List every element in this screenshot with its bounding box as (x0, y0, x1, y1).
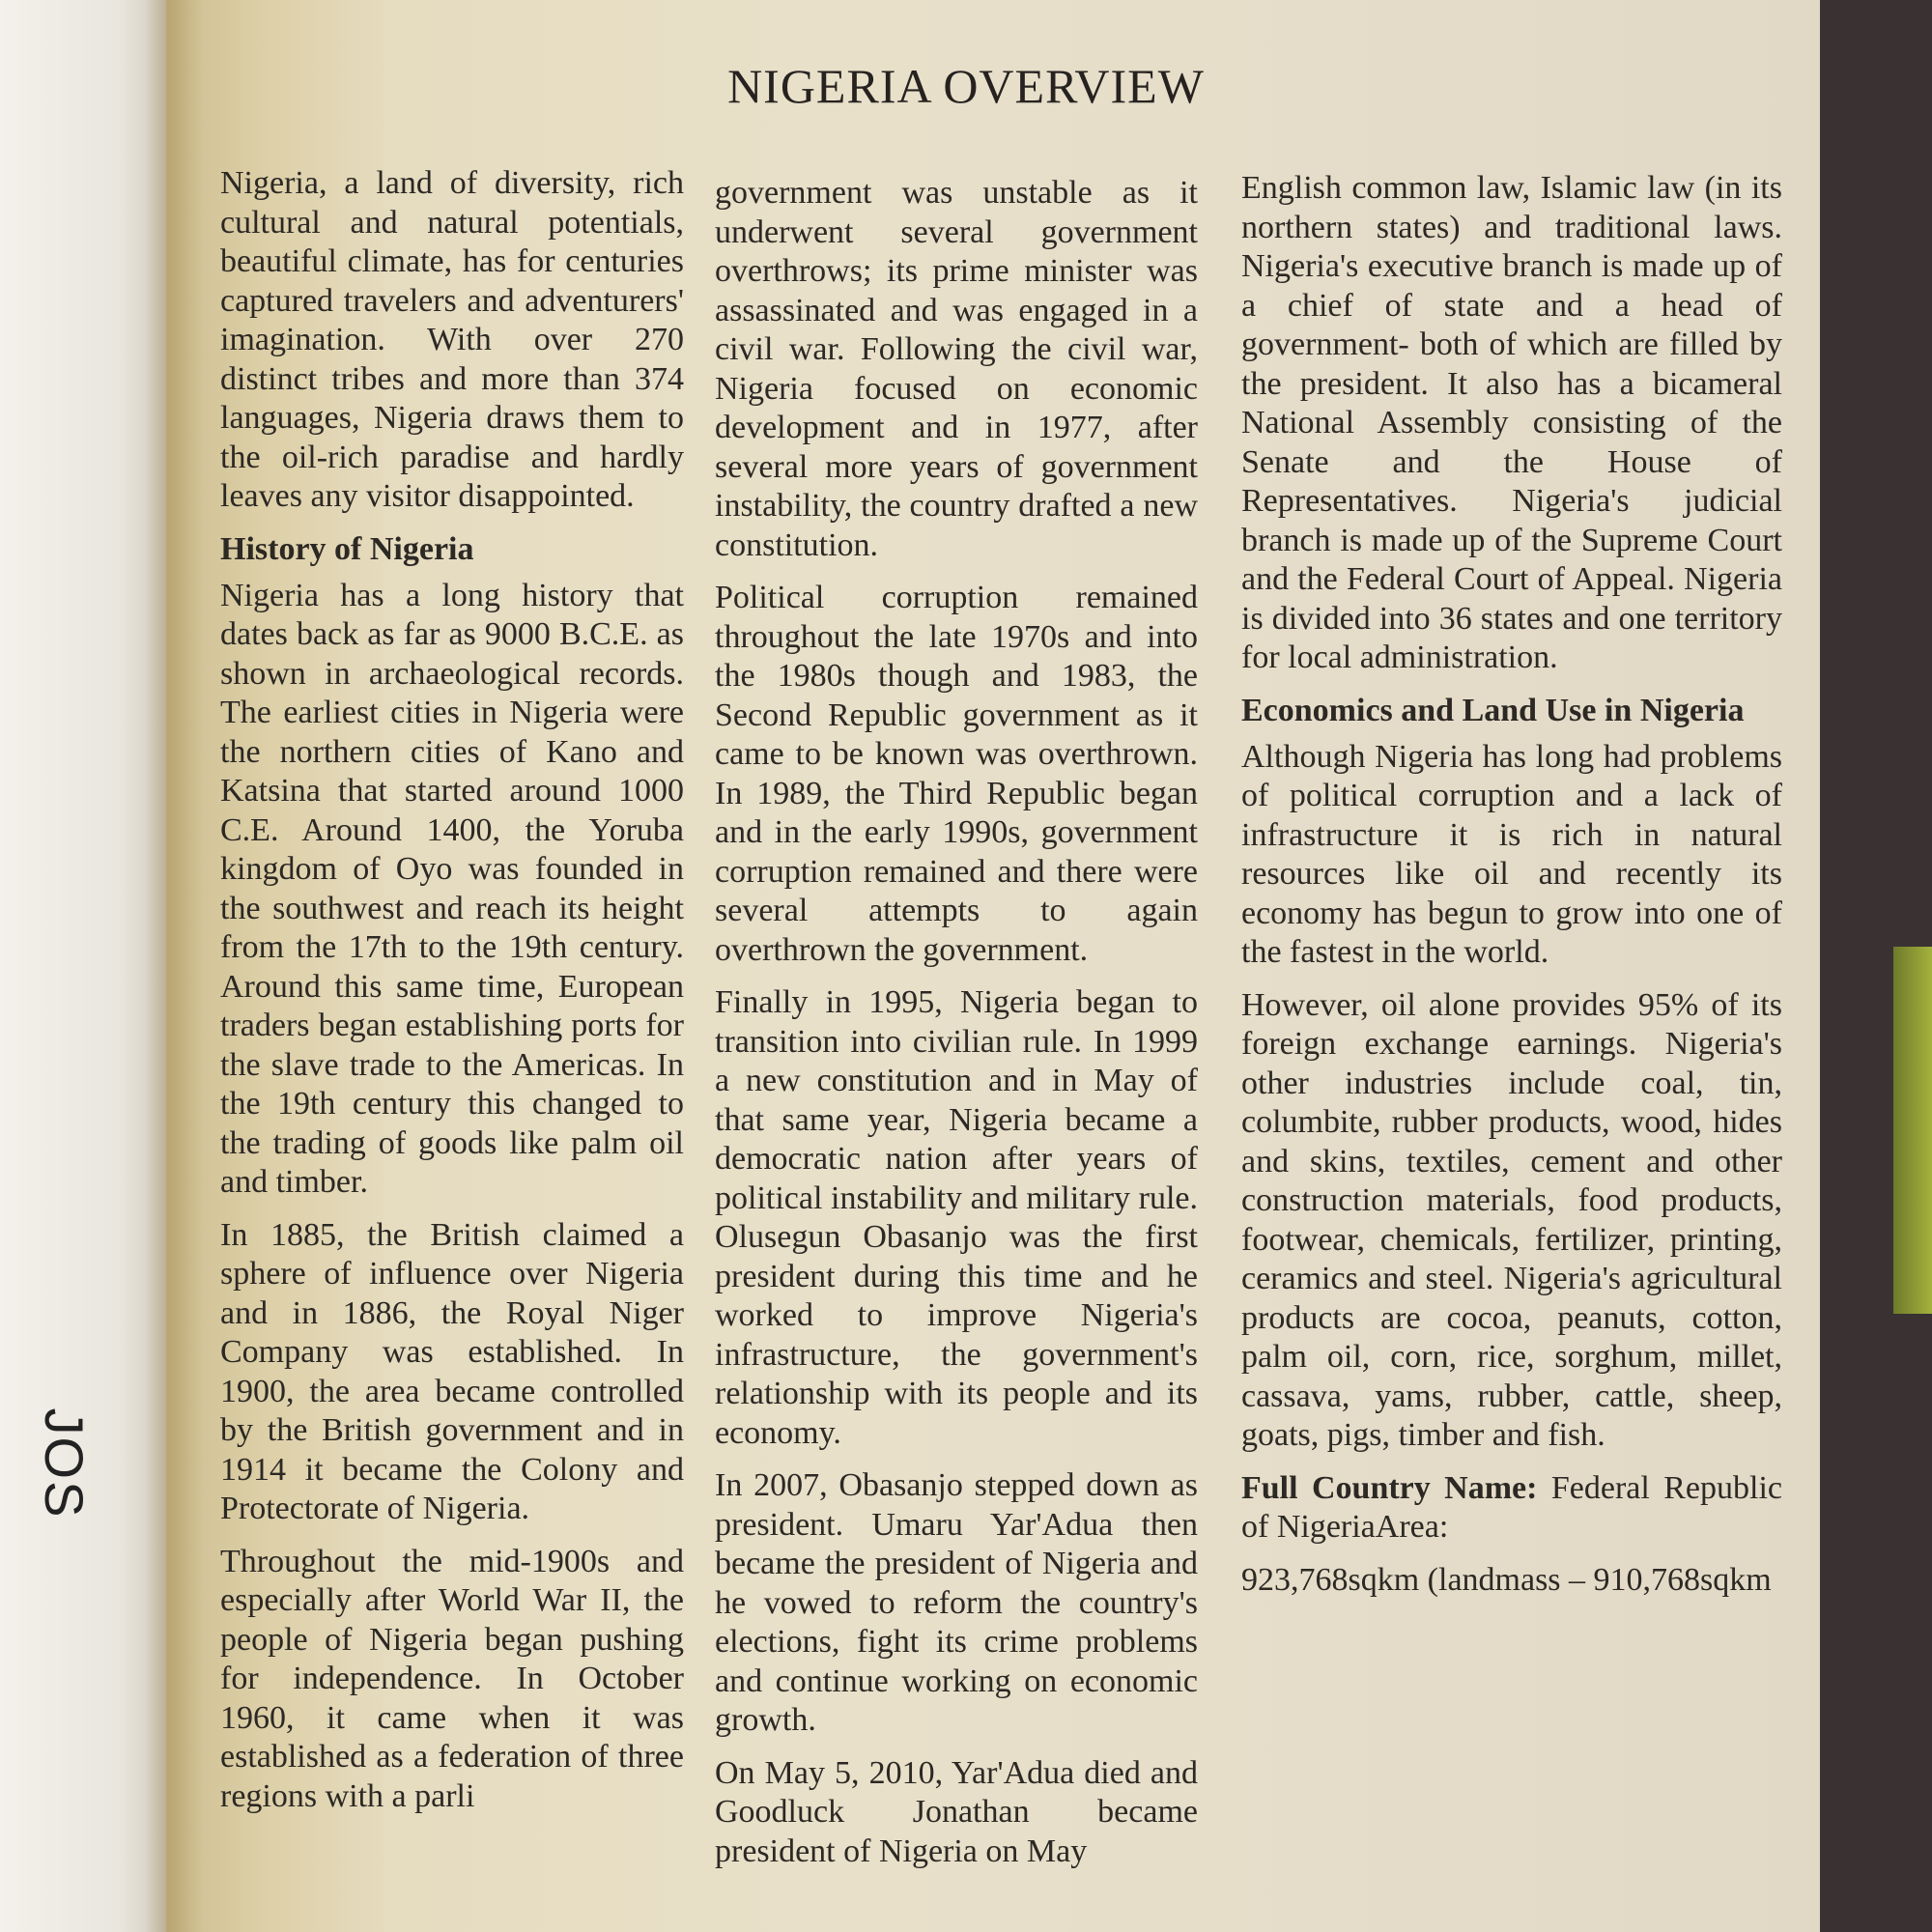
column-2-paragraph-2: Political corruption remained throughout the late 1970s and into the 1980s though and 1983, the Second Republic government as it came to be known was overthrown. In 1989, the Third Republic began and in the early 1990s, government corruption remained and there were several attempts to again overthrown the government. (715, 580, 1198, 968)
side-label: JOS (34, 1407, 96, 1520)
area-text: 923,768sqkm (landmass – 910,768sqkm (1241, 1561, 1772, 1598)
adjacent-object (1893, 947, 1932, 1314)
history-paragraph-2: In 1885, the British claimed a sphere of influence over Nigeria and in 1886, the Royal Niger Company was established. In 1900, the area became controlled by the British government and in 1914 it became the Colony and Protectorate of Nigeria. (220, 1216, 684, 1526)
spine-shadow (145, 0, 203, 1932)
full-name-label: Full Country Name: (1241, 1469, 1538, 1506)
left-page (0, 0, 169, 1932)
column-2-paragraph-5: On May 5, 2010, Yar'Adua died and Goodluck Jonathan became president of Nigeria on May (715, 1754, 1198, 1869)
column-2-paragraph-4: In 2007, Obasanjo stepped down as president. Umaru Yar'Adua then became the president of Nigeria and he vowed to reform the country's elections, fight its crime problems and continue working on economic growth. (715, 1467, 1198, 1738)
history-heading: History of Nigeria (220, 530, 474, 567)
intro-paragraph: Nigeria, a land of diversity, rich cultural and natural potentials, beautiful climate, has for centuries captured travelers and adventurers' imagination. With over 270 distinct tribes and more than 374 languages, Nigeria draws them to the oil-rich paradise and hardly leaves any visitor disappointed. (220, 165, 684, 514)
history-paragraph-1: Nigeria has a long history that dates back as far as 9000 B.C.E. as shown in archaeological records. The earliest cities in Nigeria were the northern cities of Kano and Katsina that started around 1000 C.E. Around 1400, the Yoruba kingdom of Oyo was founded in the southwest and reach its height from the 17th to the 19th century. Around this same time, European traders began establishing ports for the slave trade to the Americas. In the 19th century this changed to the trading of goods like palm oil and timber. (220, 577, 684, 1200)
page-title: NIGERIA OVERVIEW (727, 59, 1205, 113)
column-1 (220, 164, 684, 1830)
full-country-name (1241, 1469, 1782, 1548)
government-paragraph: English common law, Islamic law (in its northern states) and traditional laws. Nigeria's executive branch is made up of a chief of state and a head of government- both of which are filled by the president. It also has a bicameral National Assembly consisting of the Senate and the House of Representatives. Nigeria's judicial branch is made up of the Supreme Court and the Federal Court of Appeal. Nigeria is divided into 36 states and one territory for local administration. (1241, 170, 1782, 675)
column-2 (715, 174, 1198, 1885)
economics-paragraph-1: Although Nigeria has long had problems of political corruption and a lack of infrastructure it is rich in natural resources like oil and recently its economy has begun to grow into one of the fastest in the world. (1241, 738, 1782, 970)
column-2-paragraph-3: Finally in 1995, Nigeria began to transition into civilian rule. In 1999 a new constitution and in May of that same year, Nigeria became a democratic nation after years of political instability and military rule. Olusegun Obasanjo was the first president during this time and he worked to improve Nigeria's infrastructure, the government's relationship with its people and its economy. (715, 984, 1198, 1451)
column-2-paragraph-1: government was unstable as it underwent several government overthrows; its prime minister was assassinated and was engaged in a civil war. Following the civil war, Nigeria focused on economic development and in 1977, after several more years of government instability, the country drafted a new constitution. (715, 175, 1198, 563)
economics-heading: Economics and Land Use in Nigeria (1241, 692, 1745, 728)
economics-paragraph-2: However, oil alone provides 95% of its foreign exchange earnings. Nigeria's other industries include coal, tin, columbite, rubber products, wood, hides and skins, textiles, cement and other construction materials, food products, footwear, chemicals, fertilizer, printing, ceramics and steel. Nigeria's agricultural products are cocoa, peanuts, cotton, palm oil, corn, rice, sorghum, millet, cassava, yams, rubber, cattle, sheep, goats, pigs, timber and fish. (1241, 986, 1782, 1453)
history-paragraph-3: Throughout the mid-1900s and especially after World War II, the people of Nigeria began pushing for independence. In October 1960, it came when it was established as a federation of three regions with a parli (220, 1543, 684, 1814)
full-name-value: Federal Republic of NigeriaArea: (1241, 1469, 1783, 1545)
column-3 (1241, 169, 1782, 1613)
